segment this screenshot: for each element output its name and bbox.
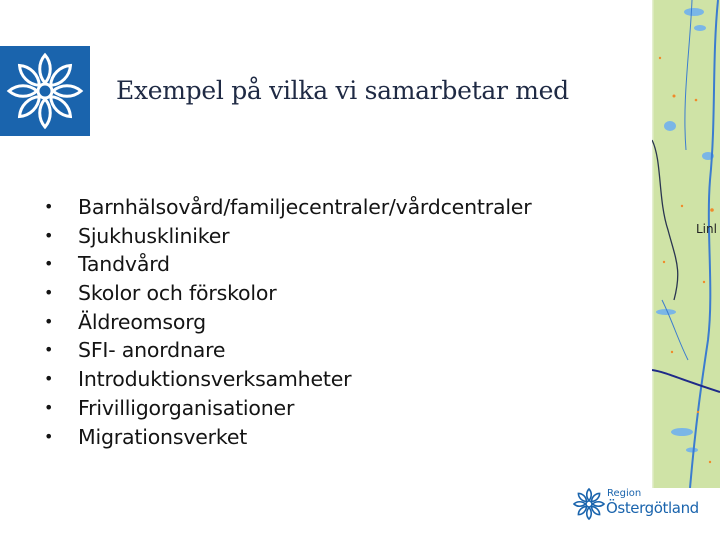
cornflower-logo (0, 46, 90, 136)
bullet-icon: • (44, 369, 54, 389)
flower-icon (572, 487, 606, 521)
bullet-icon: • (44, 426, 54, 446)
list-item-text: Migrationsverket (78, 424, 248, 449)
region-brand (570, 485, 720, 525)
slide-title: Exempel på vilka vi samarbetar med (116, 76, 569, 105)
list-item (44, 336, 531, 365)
map-strip (652, 0, 720, 488)
bullet-icon: • (44, 225, 54, 245)
bullet-icon: • (44, 283, 54, 303)
list-item-text: Barnhälsovård/familjecentraler/vårdcentraler (78, 195, 532, 219)
list-item-text: SFI- anordnare (78, 338, 226, 363)
list-item (44, 222, 531, 251)
list-item (44, 279, 531, 308)
list-item-text: Sjukhuskliniker (78, 223, 230, 248)
list-item (44, 250, 531, 279)
list-item-text: Skolor och förskolor (78, 281, 277, 306)
list-item-text: Frivilligorganisationer (78, 395, 295, 420)
bullet-icon: • (44, 340, 54, 360)
bullet-icon: • (44, 311, 54, 331)
list-item-text: Tandvård (78, 252, 170, 277)
brand-name: Östergötland (606, 499, 699, 517)
bullet-icon: • (44, 397, 54, 417)
bullet-list (44, 193, 531, 451)
brand-region-label: Region (607, 488, 642, 499)
list-item (44, 394, 531, 423)
list-item (44, 365, 531, 394)
list-item (44, 193, 531, 222)
list-item-text: Introduktionsverksamheter (78, 367, 352, 392)
bullet-icon: • (44, 254, 54, 274)
list-item (44, 423, 531, 452)
bullet-icon: • (44, 197, 54, 216)
list-item (44, 308, 531, 337)
map-place-label: Linl (696, 222, 717, 236)
list-item-text: Äldreomsorg (78, 309, 206, 334)
flower-icon (0, 46, 90, 136)
